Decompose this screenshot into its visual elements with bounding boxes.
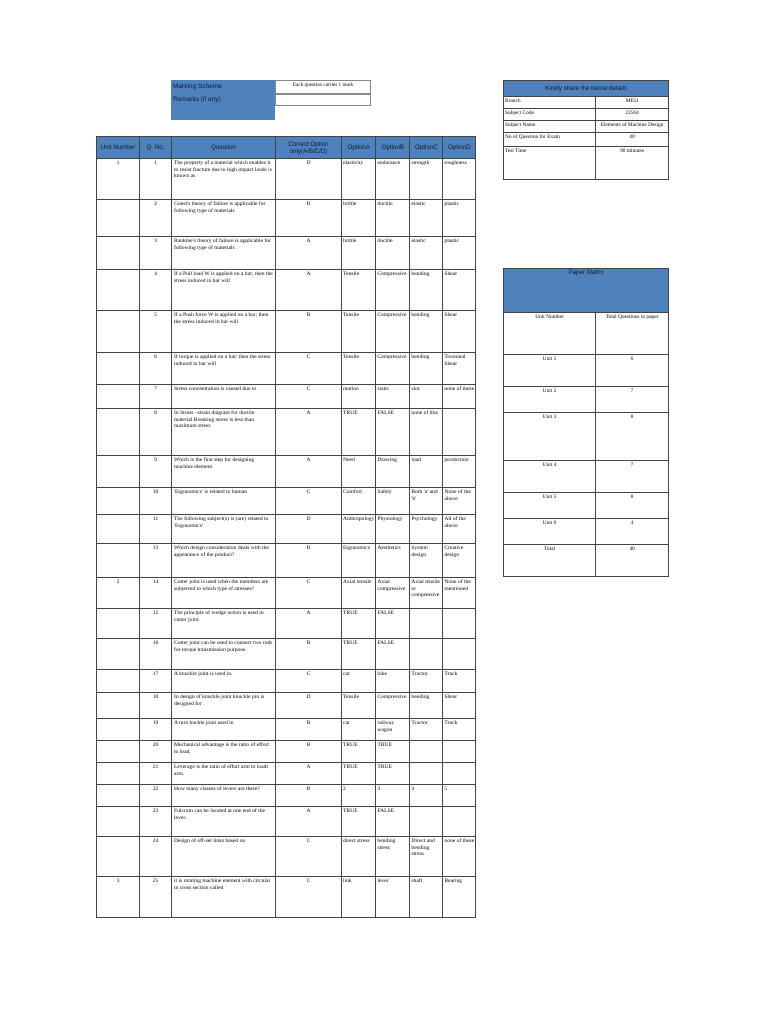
option-c-cell: Axial tensile or compressive: [410, 578, 443, 609]
question-number-cell: 25: [140, 877, 172, 918]
unit-number-cell: [97, 311, 140, 353]
unit-number-cell: [97, 807, 140, 837]
matrix-total: 7: [596, 461, 669, 493]
option-b-cell: 3: [376, 785, 410, 807]
option-a-cell: Axial tensile: [342, 578, 376, 609]
option-c-cell: [410, 609, 443, 639]
question-text-cell: In design of knuckle joint knuckle pin is designed for .: [172, 693, 276, 719]
option-d-cell: plastic: [443, 200, 476, 237]
option-c-cell: [410, 763, 443, 785]
matrix-unit: Unit 6: [504, 519, 596, 545]
unit-number-cell: [97, 456, 140, 488]
remarks-value[interactable]: [275, 94, 371, 106]
details-label: Test Time: [504, 147, 596, 180]
details-label: Branch: [504, 97, 596, 109]
matrix-unit: Unit 5: [504, 493, 596, 519]
question-number-cell: 7: [140, 385, 172, 409]
question-number-cell: 11: [140, 515, 172, 544]
correct-option-cell: B: [276, 741, 342, 763]
unit-number-cell: [97, 488, 140, 515]
correct-option-cell: C: [276, 353, 342, 385]
table-row: [97, 311, 476, 353]
table-row: [97, 639, 476, 670]
question-number-cell: 15: [140, 609, 172, 639]
table-header-row: [97, 137, 476, 159]
matrix-unit: Total: [504, 545, 596, 577]
option-c-cell: none of this: [410, 409, 443, 456]
option-a-cell: Tensile: [342, 311, 376, 353]
option-d-cell: Creative design: [443, 544, 476, 578]
table-row: [97, 159, 476, 200]
option-a-cell: motion: [342, 385, 376, 409]
question-text-cell: How many classes of levers are there?: [172, 785, 276, 807]
option-a-cell: TRUE: [342, 609, 376, 639]
option-c-cell: Tractor: [410, 719, 443, 741]
question-table: [96, 136, 476, 918]
question-number-cell: 2: [140, 200, 172, 237]
question-text-cell: 'Ergonomics' is related to human: [172, 488, 276, 515]
matrix-row: [504, 519, 669, 545]
option-c-cell: Psychology: [410, 515, 443, 544]
matrix-row: [504, 413, 669, 461]
option-a-cell: 2: [342, 785, 376, 807]
option-b-cell: TRUE: [376, 763, 410, 785]
correct-option-cell: A: [276, 609, 342, 639]
matrix-total: 7: [596, 387, 669, 413]
option-c-cell: load: [410, 456, 443, 488]
option-c-cell: Tractor: [410, 670, 443, 693]
option-b-cell: TRUE: [376, 741, 410, 763]
matrix-row: [504, 461, 669, 493]
unit-number-cell: [97, 639, 140, 670]
table-row: [97, 456, 476, 488]
matrix-unit: Unit 1: [504, 355, 596, 387]
option-b-cell: bending stress: [376, 837, 410, 877]
option-b-cell: Axial compressive: [376, 578, 410, 609]
matrix-total: 6: [596, 355, 669, 387]
details-value: 90 minutes: [596, 147, 669, 180]
unit-number-cell: [97, 385, 140, 409]
option-b-cell: Aesthetics: [376, 544, 410, 578]
details-title: Kindly share the below details: [504, 81, 669, 97]
table-row: [97, 237, 476, 270]
correct-option-cell: B: [276, 544, 342, 578]
option-b-cell: FALSE: [376, 807, 410, 837]
option-a-cell: link: [342, 877, 376, 918]
option-d-cell: Truck: [443, 719, 476, 741]
correct-option-cell: D: [276, 693, 342, 719]
matrix-total: 40: [596, 545, 669, 577]
option-c-cell: elastic: [410, 237, 443, 270]
option-c-cell: bending: [410, 693, 443, 719]
question-number-cell: 22: [140, 785, 172, 807]
option-d-cell: All of the above: [443, 515, 476, 544]
question-number-cell: 10: [140, 488, 172, 515]
table-row: [97, 409, 476, 456]
unit-number-cell: [97, 741, 140, 763]
option-b-cell: Compressive: [376, 270, 410, 311]
correct-option-cell: C: [276, 670, 342, 693]
matrix-total: 8: [596, 413, 669, 461]
question-number-cell: 18: [140, 693, 172, 719]
marking-scheme-value: Each question carries 1 mark: [275, 80, 371, 94]
option-b-cell: ductile: [376, 200, 410, 237]
option-d-cell: production: [443, 456, 476, 488]
header-q-no: Q. No.: [140, 137, 172, 159]
option-a-cell: Anthropology: [342, 515, 376, 544]
option-c-cell: 4: [410, 785, 443, 807]
correct-option-cell: B: [276, 200, 342, 237]
option-a-cell: car: [342, 719, 376, 741]
paper-matrix: [503, 268, 668, 577]
question-text-cell: The following subject(s) is (are) related to 'Ergonomics': [172, 515, 276, 544]
option-b-cell: lever: [376, 877, 410, 918]
option-d-cell: [443, 741, 476, 763]
matrix-header-total: Total Questions in paper: [596, 313, 669, 355]
option-a-cell: TRUE: [342, 741, 376, 763]
option-d-cell: [443, 807, 476, 837]
option-c-cell: bending: [410, 270, 443, 311]
correct-option-cell: A: [276, 270, 342, 311]
matrix-header-unit: Unit Number: [504, 313, 596, 355]
header-option-d: OptionD: [443, 137, 476, 159]
table-row: [97, 200, 476, 237]
header-option-a: OptionA: [342, 137, 376, 159]
correct-option-cell: A: [276, 763, 342, 785]
correct-option-cell: B: [276, 639, 342, 670]
question-text-cell: it is rotating machine element with circular in cross section called: [172, 877, 276, 918]
correct-option-cell: A: [276, 456, 342, 488]
option-d-cell: none of these: [443, 837, 476, 877]
option-a-cell: direct stress: [342, 837, 376, 877]
correct-option-cell: A: [276, 807, 342, 837]
unit-number-cell: [97, 763, 140, 785]
option-d-cell: Truck: [443, 670, 476, 693]
option-d-cell: Bearing: [443, 877, 476, 918]
unit-number-cell: 3: [97, 877, 140, 918]
question-text-cell: Leverage is the ratio of effort arm to loadt arm.: [172, 763, 276, 785]
question-text-cell: A turn buckle joint used in: [172, 719, 276, 741]
details-row: [504, 121, 669, 133]
question-text-cell: If a Push force W is applied on a bar; then the stress induced in bar will: [172, 311, 276, 353]
matrix-row: [504, 545, 669, 577]
option-a-cell: TRUE: [342, 763, 376, 785]
question-number-cell: 14: [140, 578, 172, 609]
question-text-cell: A knuckle joint is used in.: [172, 670, 276, 693]
option-d-cell: [443, 639, 476, 670]
marking-scheme-block: [171, 80, 475, 120]
option-a-cell: elasticity: [342, 159, 376, 200]
option-d-cell: Shear: [443, 270, 476, 311]
option-c-cell: elastic: [410, 200, 443, 237]
details-row: [504, 109, 669, 121]
table-row: [97, 270, 476, 311]
question-number-cell: 3: [140, 237, 172, 270]
unit-number-cell: [97, 237, 140, 270]
question-text-cell: Fulcrum can be located at one end of the lever.: [172, 807, 276, 837]
table-row: [97, 609, 476, 639]
correct-option-cell: A: [276, 409, 342, 456]
option-b-cell: Compressive: [376, 353, 410, 385]
option-b-cell: ductile: [376, 237, 410, 270]
question-text-cell: Which is the first step for designing machine element: [172, 456, 276, 488]
matrix-row: [504, 387, 669, 413]
table-row: [97, 763, 476, 785]
option-c-cell: shaft: [410, 877, 443, 918]
question-number-cell: 21: [140, 763, 172, 785]
option-a-cell: car: [342, 670, 376, 693]
question-text-cell: Stress concentration is caused due to: [172, 385, 276, 409]
option-a-cell: TRUE: [342, 639, 376, 670]
option-d-cell: [443, 609, 476, 639]
table-row: [97, 544, 476, 578]
unit-number-cell: [97, 785, 140, 807]
option-c-cell: strength: [410, 159, 443, 200]
table-row: [97, 837, 476, 877]
question-text-cell: Rankine's theory of failure is applicable for following type of materials: [172, 237, 276, 270]
option-c-cell: System design: [410, 544, 443, 578]
table-row: [97, 719, 476, 741]
question-number-cell: 8: [140, 409, 172, 456]
question-number-cell: 19: [140, 719, 172, 741]
unit-number-cell: [97, 409, 140, 456]
question-number-cell: 4: [140, 270, 172, 311]
header-option-c: OptionC: [410, 137, 443, 159]
option-a-cell: brittle: [342, 200, 376, 237]
matrix-unit: Unit 4: [504, 461, 596, 493]
option-d-cell: toughness: [443, 159, 476, 200]
option-a-cell: TRUE: [342, 807, 376, 837]
question-text-cell: Mechanical advantage is the ratio of effort to load.: [172, 741, 276, 763]
option-b-cell: Safety: [376, 488, 410, 515]
option-b-cell: FALSE: [376, 639, 410, 670]
table-row: [97, 741, 476, 763]
option-d-cell: [443, 409, 476, 456]
option-d-cell: [443, 763, 476, 785]
question-text-cell: If torque is applied on a bar; then the stress induced in bar will: [172, 353, 276, 385]
question-number-cell: 20: [140, 741, 172, 763]
details-value: ME5I: [596, 97, 669, 109]
correct-option-cell: B: [276, 785, 342, 807]
option-a-cell: Need: [342, 456, 376, 488]
marking-strip: [171, 106, 275, 120]
details-label: Subject Name: [504, 121, 596, 133]
question-number-cell: 24: [140, 837, 172, 877]
header-question: Question: [172, 137, 276, 159]
question-text-cell: In Stress –strain diagram for ductile material Breaking stress is less than maximum stress: [172, 409, 276, 456]
question-text-cell: Guest's theory of failure is applicable for following type of materials: [172, 200, 276, 237]
unit-number-cell: [97, 719, 140, 741]
correct-option-cell: C: [276, 877, 342, 918]
details-block: [503, 80, 668, 180]
matrix-total: 8: [596, 493, 669, 519]
option-d-cell: None of the mentioned: [443, 578, 476, 609]
question-text-cell: Design of off-set links based on: [172, 837, 276, 877]
correct-option-cell: C: [276, 488, 342, 515]
table-row: [97, 353, 476, 385]
question-text-cell: Cotter joint can be used to connect two rods for torque transmission purpose.: [172, 639, 276, 670]
details-label: No of Question for Exam: [504, 133, 596, 147]
option-b-cell: Compressive: [376, 693, 410, 719]
table-row: [97, 693, 476, 719]
option-a-cell: TRUE: [342, 409, 376, 456]
option-a-cell: Comfort: [342, 488, 376, 515]
option-c-cell: [410, 741, 443, 763]
details-row: [504, 147, 669, 180]
correct-option-cell: C: [276, 578, 342, 609]
option-c-cell: bending: [410, 353, 443, 385]
unit-number-cell: [97, 670, 140, 693]
correct-option-cell: D: [276, 159, 342, 200]
option-b-cell: FALSE: [376, 609, 410, 639]
option-a-cell: Tensile: [342, 693, 376, 719]
option-a-cell: Tensile: [342, 353, 376, 385]
header-option-b: OptionB: [376, 137, 410, 159]
option-b-cell: Compressive: [376, 311, 410, 353]
correct-option-cell: A: [276, 237, 342, 270]
matrix-unit: Unit 2: [504, 387, 596, 413]
option-b-cell: static: [376, 385, 410, 409]
details-value: 22564: [596, 109, 669, 121]
unit-number-cell: [97, 609, 140, 639]
question-text-cell: Which design consideration deals with the appearance of the product?: [172, 544, 276, 578]
option-d-cell: Shear: [443, 311, 476, 353]
option-d-cell: plastic: [443, 237, 476, 270]
details-value: Elements of Machine Design: [596, 121, 669, 133]
question-table-body: [97, 159, 476, 918]
unit-number-cell: 1: [97, 159, 140, 200]
matrix-row: [504, 493, 669, 519]
table-row: [97, 488, 476, 515]
option-b-cell: endurance: [376, 159, 410, 200]
option-a-cell: brittle: [342, 237, 376, 270]
option-a-cell: Tensile: [342, 270, 376, 311]
option-a-cell: Ergonomics: [342, 544, 376, 578]
question-text-cell: The principle of wedge action is used in cotter joint.: [172, 609, 276, 639]
matrix-title: Paper Matrix: [504, 269, 669, 313]
table-row: [97, 877, 476, 918]
option-b-cell: Physiology: [376, 515, 410, 544]
question-number-cell: 16: [140, 639, 172, 670]
option-d-cell: None of the above: [443, 488, 476, 515]
option-d-cell: 5: [443, 785, 476, 807]
question-number-cell: 5: [140, 311, 172, 353]
option-d-cell: Torsional Shear: [443, 353, 476, 385]
table-row: [97, 785, 476, 807]
matrix-row: [504, 355, 669, 387]
question-text-cell: Cotter joint is used when the members are subjected to which type of stresses?: [172, 578, 276, 609]
question-number-cell: 13: [140, 544, 172, 578]
remarks-label: Remarks (if any): [171, 94, 275, 106]
option-c-cell: slot: [410, 385, 443, 409]
option-c-cell: [410, 807, 443, 837]
correct-option-cell: B: [276, 719, 342, 741]
correct-option-cell: B: [276, 311, 342, 353]
unit-number-cell: [97, 200, 140, 237]
option-c-cell: Direct and bending stress: [410, 837, 443, 877]
unit-number-cell: [97, 693, 140, 719]
question-number-cell: 23: [140, 807, 172, 837]
option-b-cell: FALSE: [376, 409, 410, 456]
question-number-cell: 1: [140, 159, 172, 200]
unit-number-cell: [97, 353, 140, 385]
unit-number-cell: [97, 270, 140, 311]
table-row: [97, 515, 476, 544]
correct-option-cell: C: [276, 385, 342, 409]
correct-option-cell: D: [276, 515, 342, 544]
option-c-cell: Both 'a' and 'b': [410, 488, 443, 515]
option-b-cell: bike: [376, 670, 410, 693]
option-b-cell: railway wagon: [376, 719, 410, 741]
correct-option-cell: C: [276, 837, 342, 877]
unit-number-cell: [97, 837, 140, 877]
matrix-unit: Unit 3: [504, 413, 596, 461]
table-row: [97, 578, 476, 609]
details-row: [504, 97, 669, 109]
question-number-cell: 9: [140, 456, 172, 488]
details-value: 40: [596, 133, 669, 147]
option-b-cell: Drawing: [376, 456, 410, 488]
unit-number-cell: [97, 544, 140, 578]
option-d-cell: Shear: [443, 693, 476, 719]
marking-scheme-label: Marking Scheme: [171, 80, 275, 94]
option-c-cell: [410, 639, 443, 670]
question-number-cell: 6: [140, 353, 172, 385]
unit-number-cell: 2: [97, 578, 140, 609]
table-row: [97, 807, 476, 837]
question-text-cell: The property of a material which enables it to resist fracture due to high impact loads is known as: [172, 159, 276, 200]
details-row: [504, 133, 669, 147]
table-row: [97, 385, 476, 409]
matrix-total: 4: [596, 519, 669, 545]
header-unit-number: Unit Number: [97, 137, 140, 159]
table-row: [97, 670, 476, 693]
option-c-cell: bending: [410, 311, 443, 353]
question-text-cell: If a Pull load W is applied on a bar; then the stress induced in bar will: [172, 270, 276, 311]
unit-number-cell: [97, 515, 140, 544]
question-number-cell: 17: [140, 670, 172, 693]
details-label: Subject Code: [504, 109, 596, 121]
option-d-cell: none of these: [443, 385, 476, 409]
header-correct-option: Correct Option only(A/B/C/D): [276, 137, 342, 159]
